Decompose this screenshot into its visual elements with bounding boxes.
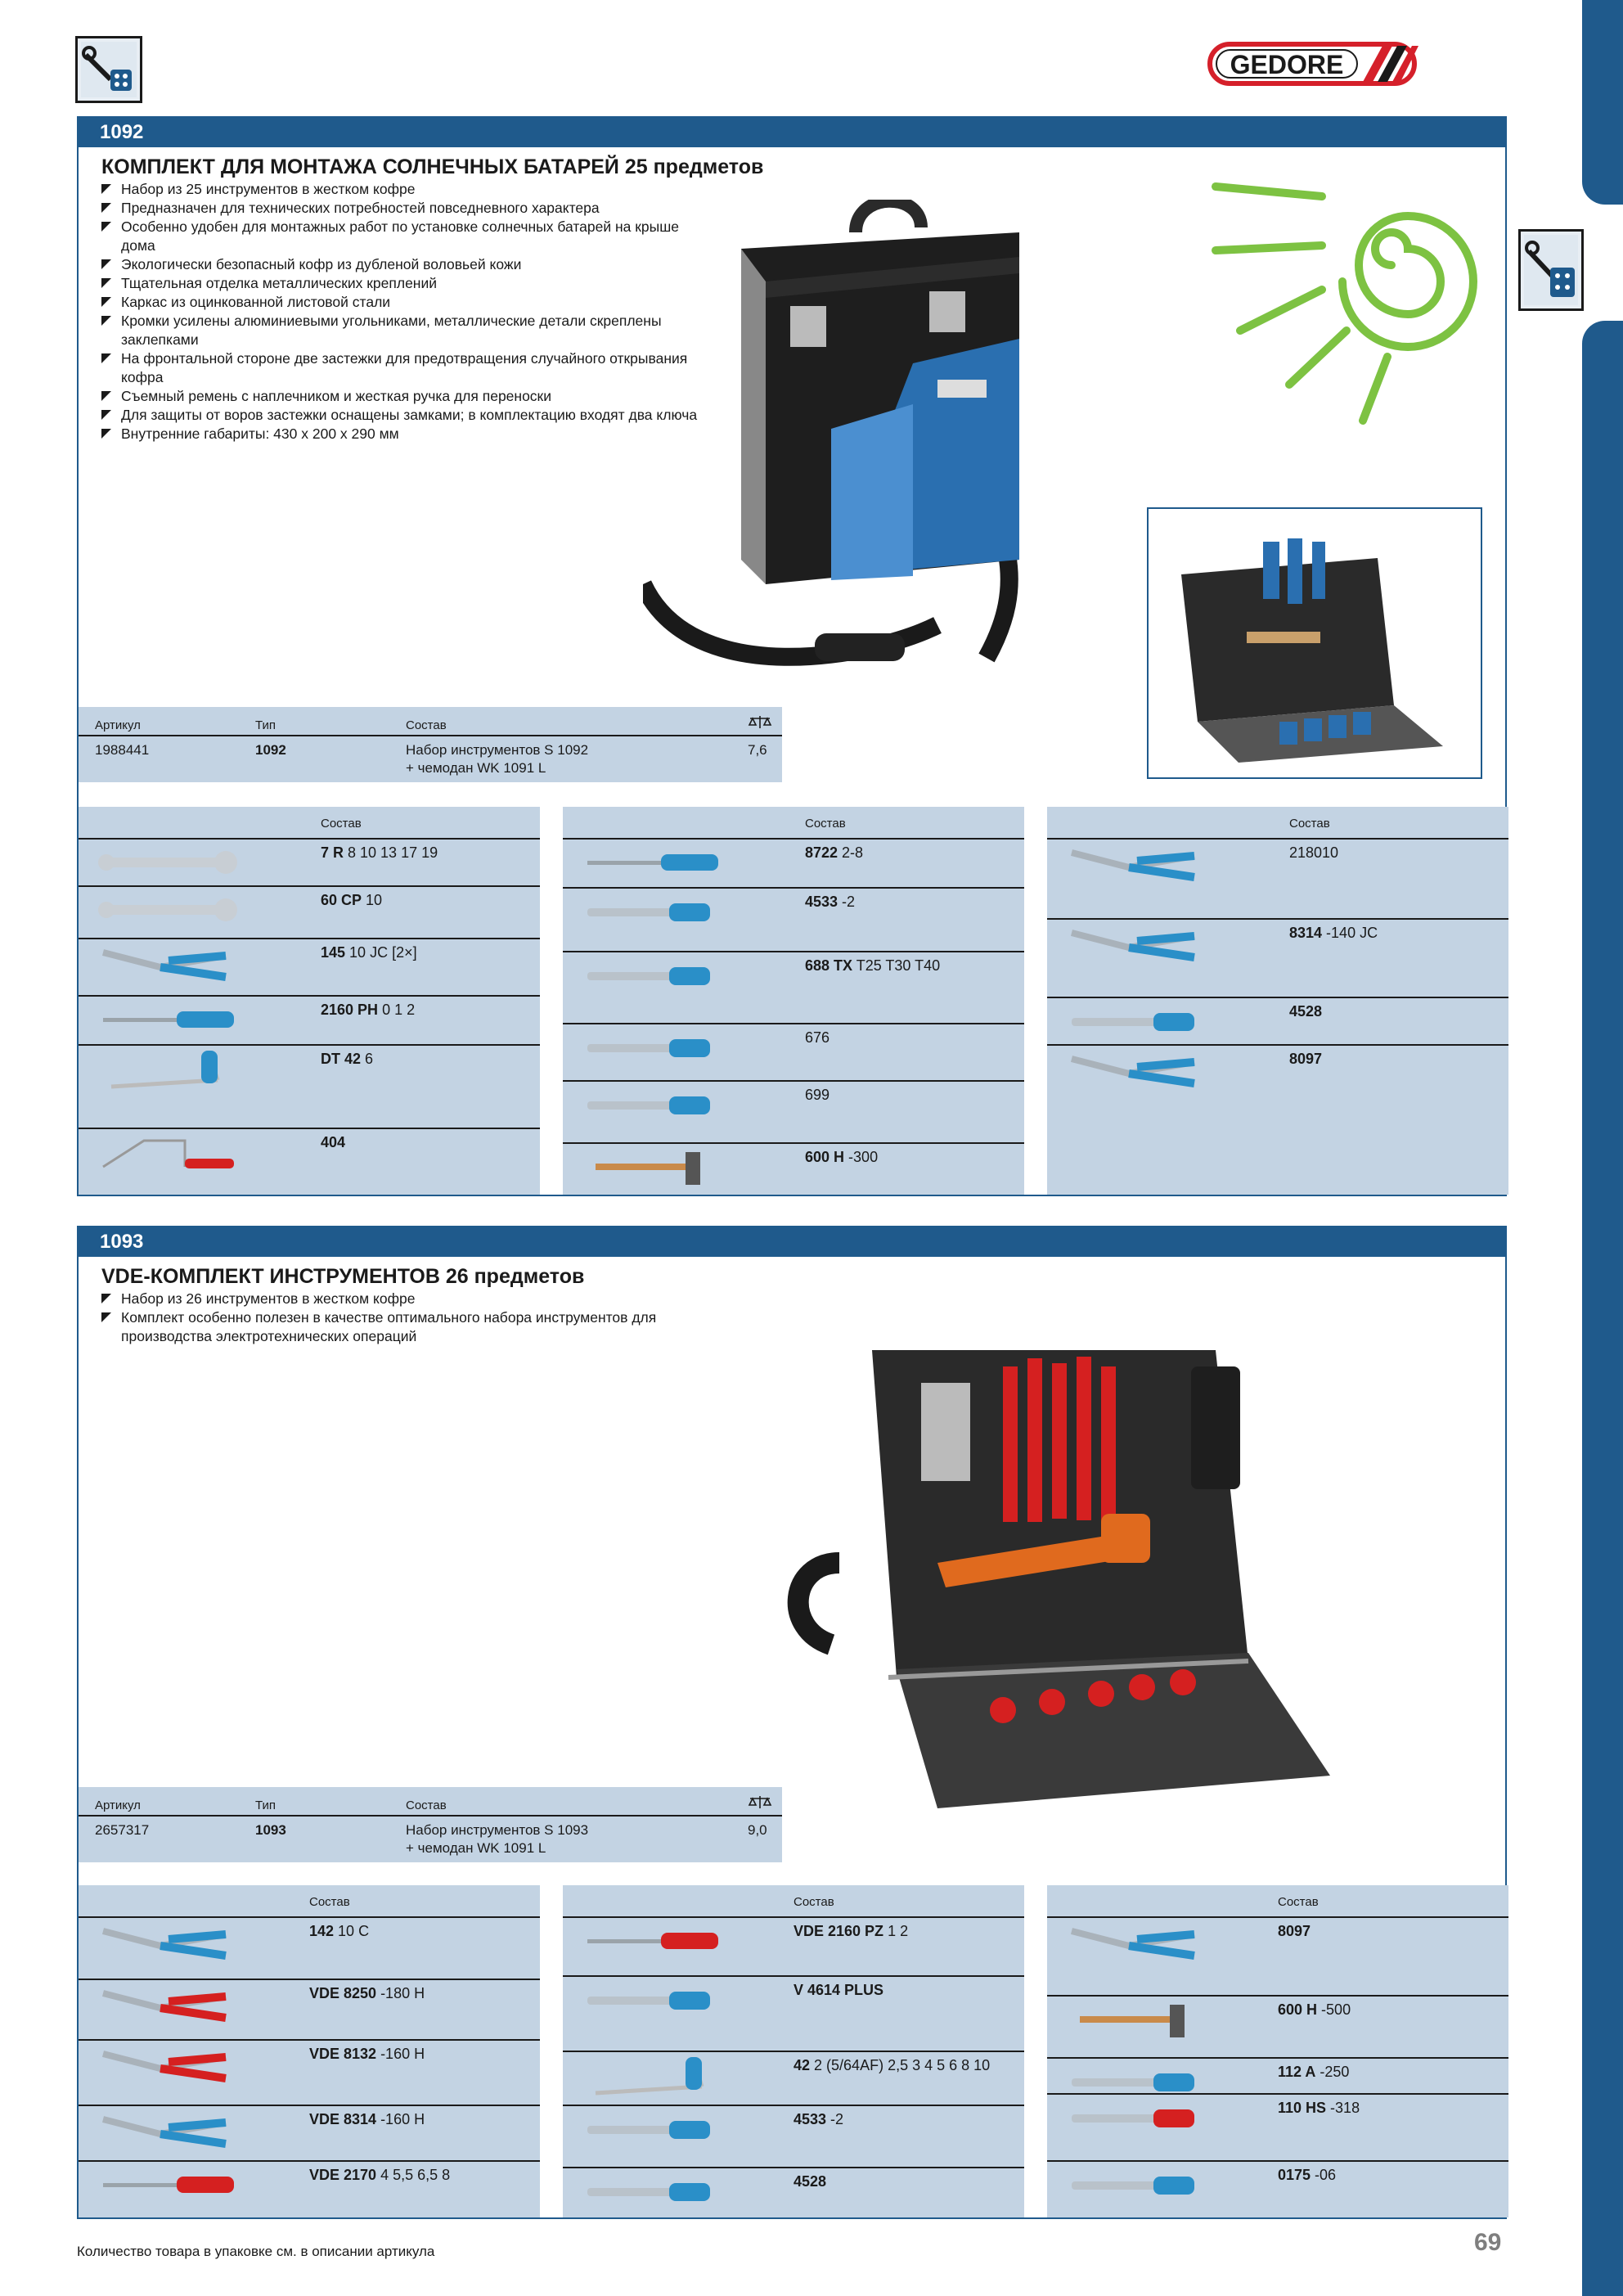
bit-icon: [579, 957, 726, 998]
item-code-rest: 6: [361, 1051, 374, 1067]
contents-column-3: [1047, 807, 1508, 1195]
feature-list: [101, 1290, 723, 1346]
item-code: [1278, 2167, 1336, 2184]
screwdriver-icon: [95, 1002, 242, 1042]
article-table: [79, 707, 782, 782]
header-article: Артикул: [95, 718, 141, 732]
bit-handle-icon: [579, 1029, 726, 1070]
contents-header: Состав: [794, 1895, 834, 1909]
item-code: [805, 957, 940, 975]
item-code-rest: -160 H: [376, 2046, 425, 2062]
scraper-icon: [1063, 2167, 1211, 2208]
contents-item: [79, 887, 540, 939]
item-code-rest: -06: [1311, 2167, 1337, 2183]
item-code-bold: 8722: [805, 844, 838, 861]
product-section-1092: [77, 116, 1507, 1196]
item-code-rest: -2: [826, 2111, 844, 2127]
item-code-rest: T25 T30 T40: [852, 957, 941, 974]
item-code-bold: 145: [321, 944, 346, 961]
item-code-rest: 699: [805, 1087, 830, 1103]
article-weight: 9,0: [748, 1822, 767, 1838]
header-content: Состав: [406, 1799, 447, 1812]
contents-item: [79, 997, 540, 1046]
contents-item: [1047, 998, 1508, 1046]
contents-item: [1047, 2095, 1508, 2162]
article-number: 1988441: [95, 742, 150, 758]
side-category-icon: [1518, 229, 1584, 311]
item-code-rest: 2 (5/64AF) 2,5 3 4 5 6 8 10: [810, 2057, 991, 2073]
feature-item: Внутренние габариты: 430 x 200 x 290 мм: [101, 425, 707, 443]
contents-item: [79, 939, 540, 997]
item-code-bold: 8314: [1289, 925, 1323, 941]
header-article: Артикул: [95, 1799, 141, 1812]
item-code-rest: -250: [1315, 2064, 1350, 2080]
article-weight: 7,6: [748, 742, 767, 758]
feature-item: Набор из 25 инструментов в жестком кофре: [101, 180, 707, 199]
contents-item: [563, 1918, 1024, 1977]
feature-item: Особенно удобен для монтажных работ по установке солнечных батарей на крыше дома: [101, 218, 707, 255]
category-tools-icon: [75, 36, 142, 103]
sun-graphic: [1207, 175, 1502, 445]
item-code-bold: 4528: [794, 2173, 827, 2190]
contents-item: [79, 2106, 540, 2162]
item-code-bold: VDE 8314: [309, 2111, 377, 2127]
open-case-photo: [1147, 507, 1482, 779]
item-code: [1289, 1003, 1322, 1020]
contents-item: [563, 1024, 1024, 1082]
item-code: [321, 944, 417, 961]
contents-item: [563, 840, 1024, 889]
scale-icon: [748, 715, 772, 733]
wire-stripper-icon: [1063, 1923, 1211, 1964]
item-code-bold: 112 A: [1278, 2064, 1316, 2080]
feature-item: Предназначен для технических потребностей повседневного характера: [101, 199, 707, 218]
contents-item: [1047, 2162, 1508, 2222]
item-code-bold: VDE 8132: [309, 2046, 377, 2062]
side-cutter-icon: [1063, 925, 1211, 966]
item-code-bold: 7 R: [321, 844, 344, 861]
contents-item: [79, 1918, 540, 1980]
contents-item: [563, 1977, 1024, 2052]
item-code: [805, 894, 855, 911]
contents-header: Состав: [1289, 817, 1330, 831]
item-code-rest: 8 10 13 17 19: [344, 844, 438, 861]
item-code-bold: V 4614 PLUS: [794, 1982, 884, 1998]
feature-item: На фронтальной стороне две застежки для предотвращения случайного открывания кофра: [101, 349, 707, 387]
feature-item: Тщательная отделка металлических креплений: [101, 274, 707, 293]
vde-screwdriver-icon: [95, 2167, 242, 2208]
item-code: [794, 1923, 908, 1940]
adjustable-wrench-icon: [95, 892, 242, 933]
header-content: Состав: [406, 718, 447, 732]
section-number: 1093: [79, 1227, 1505, 1257]
article-type: 1093: [255, 1822, 286, 1838]
water-pump-pliers-icon: [95, 1923, 242, 1964]
product-title: КОМПЛЕКТ ДЛЯ МОНТАЖА СОЛНЕЧНЫХ БАТАРЕЙ 25 предметов: [101, 155, 764, 178]
item-code: [321, 1002, 415, 1019]
gedore-logo: [1207, 39, 1420, 88]
side-cutter-icon: [95, 2111, 242, 2152]
item-code: [1289, 1051, 1322, 1068]
item-code-rest: 10 JC [2×]: [345, 944, 417, 961]
contents-header: Состав: [321, 817, 362, 831]
t-handle-key-icon: [95, 1051, 242, 1092]
contents-column-3: [1047, 1885, 1508, 2217]
header-type: Тип: [255, 1799, 276, 1812]
item-code: [805, 1087, 829, 1104]
feature-item: Для защиты от воров застежки оснащены замками; в комплектацию входят два ключа: [101, 406, 707, 425]
footer-note: Количество товара в упаковке см. в описании артикула: [77, 2244, 435, 2259]
item-code-rest: 4 5,5 6,5 8: [376, 2167, 451, 2183]
contents-item: [1047, 920, 1508, 998]
item-code-rest: 676: [805, 1029, 830, 1046]
pipe-cutter-icon: [1063, 844, 1211, 885]
tweezers-icon: [579, 894, 726, 934]
contents-header: Состав: [805, 817, 846, 831]
article-content-2: + чемодан WK 1091 L: [406, 760, 546, 776]
water-pump-pliers-icon: [95, 944, 242, 985]
contents-item: [79, 2162, 540, 2221]
contents-header: Состав: [309, 1895, 350, 1909]
item-code: [309, 1985, 425, 2002]
article-table: [79, 1787, 782, 1862]
article-table-header: [79, 1787, 782, 1817]
item-code-bold: 142: [309, 1923, 335, 1939]
item-code-bold: VDE 2170: [309, 2167, 377, 2183]
item-code-bold: 110 HS: [1278, 2100, 1327, 2116]
hacksaw-icon: [95, 1134, 242, 1175]
contents-item: [79, 1046, 540, 1129]
scale-icon: [748, 1795, 772, 1813]
item-code-bold: 404: [321, 1134, 346, 1150]
item-code-rest: 2-8: [838, 844, 864, 861]
bit-holder-icon: [579, 1087, 726, 1128]
contents-column-2: [563, 1885, 1024, 2217]
item-code-rest: 1 2: [883, 1923, 909, 1939]
item-code-rest: 10 C: [334, 1923, 370, 1939]
feature-item: Съемный ремень с наплечником и жесткая ручка для переноски: [101, 387, 707, 406]
feature-item: Набор из 26 инструментов в жестком кофре: [101, 1290, 723, 1308]
product-title: VDE-КОМПЛЕКТ ИНСТРУМЕНТОВ 26 предметов: [101, 1265, 585, 1288]
item-code: [805, 844, 863, 862]
side-tab-lower: [1582, 321, 1623, 2296]
item-code-bold: 4528: [1289, 1003, 1323, 1020]
item-code-rest: -318: [1326, 2100, 1360, 2116]
item-code-rest: -500: [1317, 2001, 1351, 2018]
item-code: [309, 1923, 369, 1940]
contents-item: [1047, 840, 1508, 920]
feature-list: [101, 180, 707, 443]
item-code-bold: 688 TX: [805, 957, 853, 974]
item-code-bold: DT 42: [321, 1051, 362, 1067]
item-code: [321, 844, 438, 862]
contents-column-1: [79, 1885, 540, 2217]
page-number: 69: [1474, 2229, 1502, 2256]
item-code: [794, 1982, 883, 1999]
long-nose-pliers-icon: [95, 2046, 242, 2087]
item-code-rest: -140 JC: [1322, 925, 1378, 941]
item-code: [805, 1149, 878, 1166]
item-code: [794, 2173, 826, 2190]
cable-knife-icon: [1063, 1003, 1211, 1044]
wire-stripper-icon: [1063, 1051, 1211, 1092]
contents-item: [563, 952, 1024, 1024]
precision-screwdriver-icon: [579, 844, 726, 885]
item-code: [1278, 2100, 1360, 2117]
contents-item: [1047, 2059, 1508, 2095]
hex-key-icon: [579, 2057, 726, 2098]
item-code-bold: 60 CP: [321, 892, 362, 908]
article-number: 2657317: [95, 1822, 150, 1838]
vde-screwdriver-icon: [579, 1923, 726, 1964]
hammer-icon: [1063, 2001, 1211, 2042]
article-content-1: Набор инструментов S 1092: [406, 742, 589, 758]
item-code-bold: 600 H: [805, 1149, 845, 1165]
contents-item: [563, 1144, 1024, 1200]
contents-item: [79, 1129, 540, 1200]
item-code-bold: 8097: [1289, 1051, 1323, 1067]
item-code-bold: 4533: [805, 894, 838, 910]
tweezers-icon: [579, 2111, 726, 2152]
voltage-tester-icon: [579, 1982, 726, 2023]
item-code-bold: 600 H: [1278, 2001, 1318, 2018]
feature-item: Комплект особенно полезен в качестве оптимального набора инструментов для производства электротехнических операций: [101, 1308, 723, 1346]
contents-item: [563, 889, 1024, 952]
item-code-rest: 0 1 2: [378, 1002, 416, 1018]
item-code: [794, 2111, 843, 2128]
contents-item: [1047, 1046, 1508, 1121]
article-content-1: Набор инструментов S 1093: [406, 1822, 589, 1838]
article-type: 1092: [255, 742, 286, 758]
item-code-rest: -300: [844, 1149, 879, 1165]
item-code: [1289, 925, 1378, 942]
side-tab: [1582, 0, 1623, 205]
contents-item: [79, 1980, 540, 2041]
contents-item: [79, 840, 540, 887]
contents-item: [563, 2168, 1024, 2227]
item-code: [321, 1134, 345, 1151]
item-code: [309, 2046, 425, 2063]
item-code: [1289, 844, 1338, 862]
item-code: [309, 2167, 450, 2184]
hammer-icon: [579, 1149, 726, 1190]
logo-text: GEDORE: [1230, 50, 1344, 79]
contents-item: [563, 2052, 1024, 2106]
item-code-bold: 0175: [1278, 2167, 1311, 2183]
article-row: [79, 1817, 782, 1862]
item-code-rest: 10: [362, 892, 383, 908]
section-number: 1092: [79, 118, 1505, 147]
vde-case-image: [758, 1317, 1477, 1841]
item-code: [794, 2057, 990, 2074]
contents-item: [1047, 1918, 1508, 1997]
combination-pliers-icon: [95, 1985, 242, 2026]
contents-item: [79, 2041, 540, 2106]
item-code-bold: 42: [794, 2057, 811, 2073]
ratchet-wrench-icon: [95, 844, 242, 885]
item-code-bold: VDE 2160 PZ: [794, 1923, 884, 1939]
item-code-bold: 8097: [1278, 1923, 1311, 1939]
item-code: [1278, 1923, 1311, 1940]
feature-item: Каркас из оцинкованной листовой стали: [101, 293, 707, 312]
item-code-rest: -160 H: [376, 2111, 425, 2127]
contents-column-2: [563, 807, 1024, 1195]
item-code: [805, 1029, 829, 1047]
article-table-header: [79, 707, 782, 736]
item-code: [1278, 2001, 1351, 2019]
article-content-2: + чемодан WK 1091 L: [406, 1840, 546, 1856]
item-code-rest: -180 H: [376, 1985, 425, 2001]
item-code-bold: 2160 PH: [321, 1002, 379, 1018]
item-code-rest: 218010: [1289, 844, 1339, 861]
item-code-rest: -2: [838, 894, 856, 910]
feature-item: Кромки усилены алюминиевыми угольниками, металлические детали скреплены заклепками: [101, 312, 707, 349]
item-code-bold: 4533: [794, 2111, 827, 2127]
item-code: [321, 892, 382, 909]
contents-item: [563, 2106, 1024, 2168]
contents-column-1: [79, 807, 540, 1195]
item-code-bold: VDE 8250: [309, 1985, 377, 2001]
product-section-1093: [77, 1226, 1507, 2219]
electrician-chisel-icon: [1063, 2100, 1211, 2141]
feature-item: Экологически безопасный кофр из дубленой воловьей кожи: [101, 255, 707, 274]
contents-item: [1047, 1997, 1508, 2059]
cable-knife-icon: [579, 2173, 726, 2214]
contents-item: [563, 1082, 1024, 1144]
item-code: [321, 1051, 373, 1068]
header-type: Тип: [255, 718, 276, 732]
item-code: [1278, 2064, 1349, 2081]
contents-header: Состав: [1278, 1895, 1319, 1909]
article-row: [79, 736, 782, 782]
item-code: [309, 2111, 425, 2128]
